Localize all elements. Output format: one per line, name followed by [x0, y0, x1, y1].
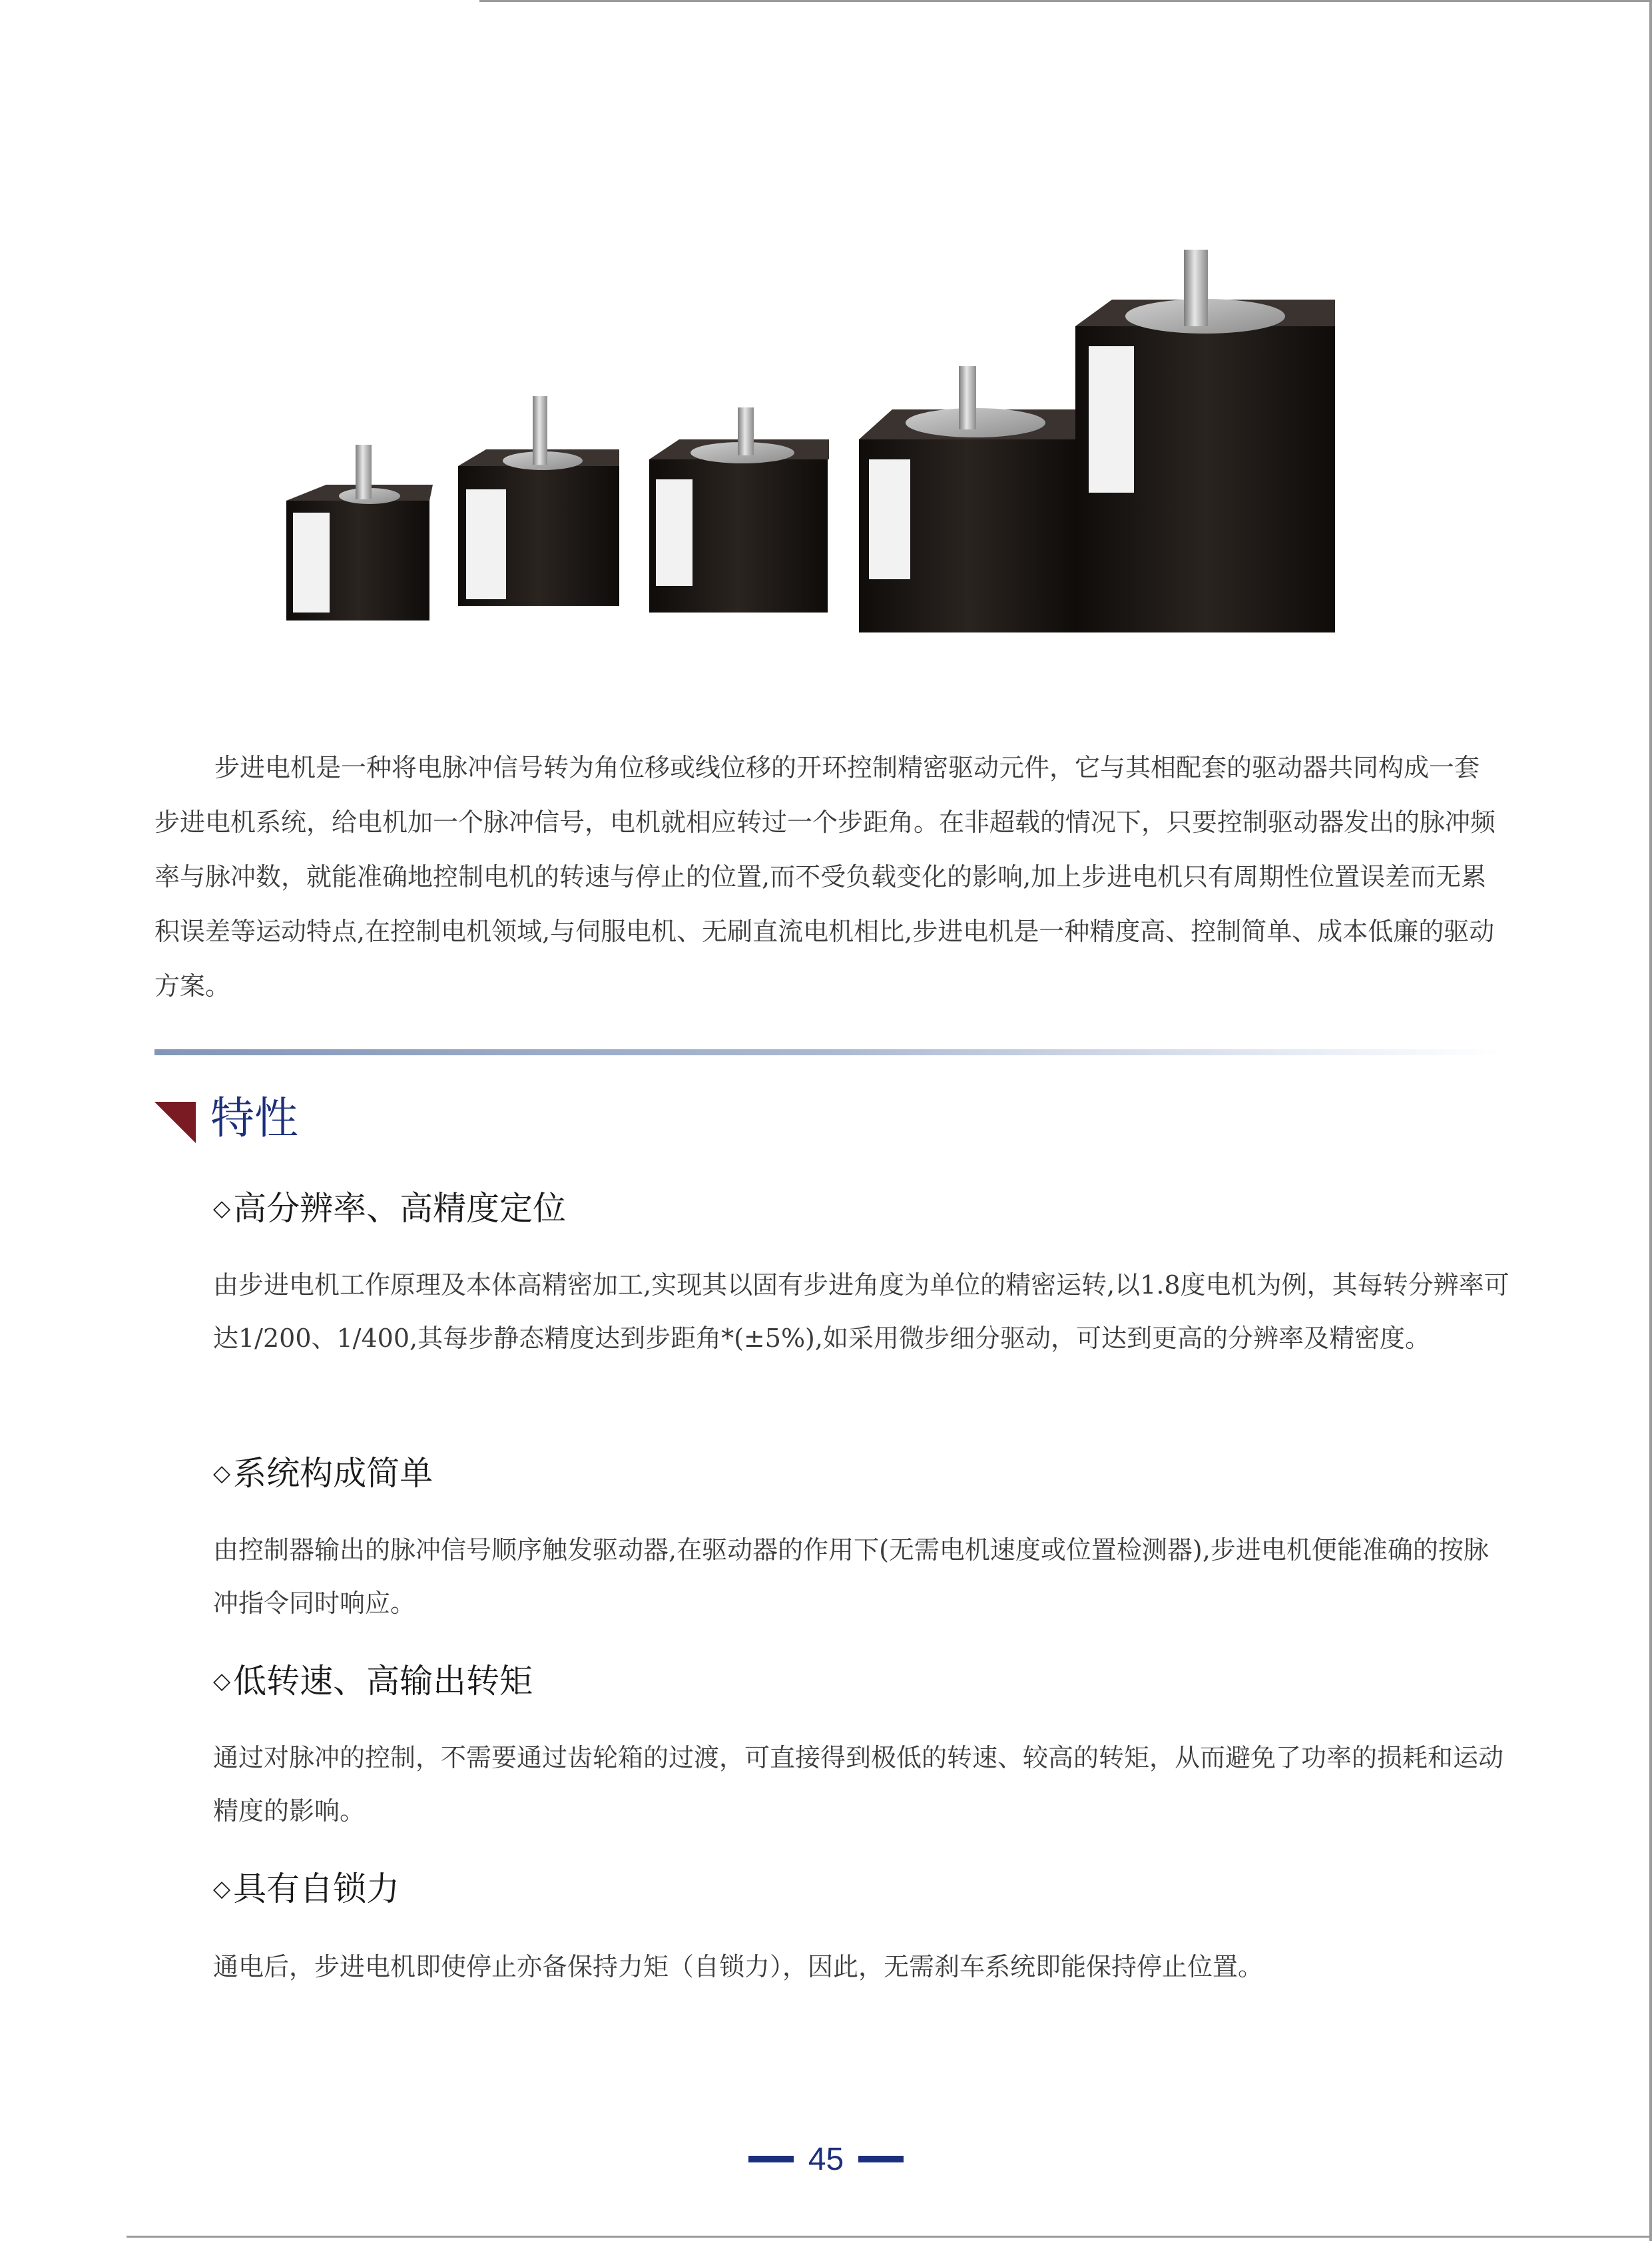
motor-size-3	[649, 407, 829, 613]
motor-size-2	[458, 396, 619, 606]
feature-title-text: 低转速、高输出转矩	[233, 1662, 533, 1700]
feature-body-4: 通电后，步进电机即使停止亦备保持力矩（自锁力），因此，无需刹车系统即能保持停止位置。	[213, 1952, 1264, 1981]
page-number-bar-right	[858, 2156, 904, 2162]
feature-title-4	[213, 1869, 400, 1909]
feature-title-1	[213, 1188, 566, 1228]
motor-label-5	[1089, 346, 1134, 493]
motor-label-1	[293, 513, 330, 613]
feature-body-2: 由控制器输出的脉冲信号顺序触发驱动器,在驱动器的作用下(无需电机速度或位置检测器),步进电机便能准确的按脉冲指令同时响应。	[213, 1535, 1489, 1618]
feature-title-text: 高分辨率、高精度定位	[233, 1189, 567, 1228]
stepper-motors-photo	[0, 0, 1652, 666]
page-number-bar-left	[748, 2156, 794, 2162]
page-footer	[0, 2136, 1652, 2182]
diamond-bullet-icon: ◇	[213, 1875, 231, 1902]
motor-label-3	[656, 479, 692, 586]
bottom-border-line	[127, 2236, 1652, 2238]
feature-title-3	[213, 1661, 533, 1701]
section-title: 特性	[210, 1093, 298, 1144]
section-marker-triangle-icon	[154, 1102, 196, 1143]
diamond-bullet-icon: ◇	[213, 1195, 231, 1222]
diamond-bullet-icon: ◇	[213, 1460, 231, 1487]
intro-paragraph: 步进电机是一种将电脉冲信号转为角位移或线位移的开环控制精密驱动元件，它与其相配套的驱动器共同构成一套步进电机系统，给电机加一个脉冲信号，电机就相应转过一个步距角。在非超载的情况下，只要控制驱动器发出的脉冲频率与脉冲数，就能准确地控制电机的转速与停止的位置,而不受负载变化的影响,加上步进电机只有周期性位置误差而无累积误差等运动特点,在控制电机领域,与伺服电机、无刷直流电机相比,步进电机是一种精度高、控制简单、成本低廉的驱动方案。	[154, 753, 1496, 1001]
diamond-bullet-icon: ◇	[213, 1668, 231, 1694]
section-divider	[154, 1049, 1500, 1055]
motor-label-4	[869, 459, 910, 579]
motor-label-2	[466, 489, 506, 599]
feature-body-1: 由步进电机工作原理及本体高精密加工,实现其以固有步进角度为单位的精密运转,以1.8度电机为例，其每转分辨率可达1/200、1/400,其每步静态精度达到步距角*(±5%),如采用微步细分驱动，可达到更高的分辨率及精密度。	[213, 1270, 1510, 1353]
motor-size-5	[1075, 250, 1335, 632]
feature-title-text: 系统构成简单	[233, 1454, 433, 1493]
feature-title-2	[213, 1453, 433, 1493]
feature-title-text: 具有自锁力	[233, 1869, 400, 1908]
motor-size-4	[859, 366, 1079, 632]
feature-body-3: 通过对脉冲的控制，不需要通过齿轮箱的过渡，可直接得到极低的转速、较高的转矩，从而避免了功率的损耗和运动精度的影响。	[213, 1743, 1504, 1826]
page-number: 45	[808, 2141, 844, 2177]
motor-size-1	[286, 445, 433, 621]
